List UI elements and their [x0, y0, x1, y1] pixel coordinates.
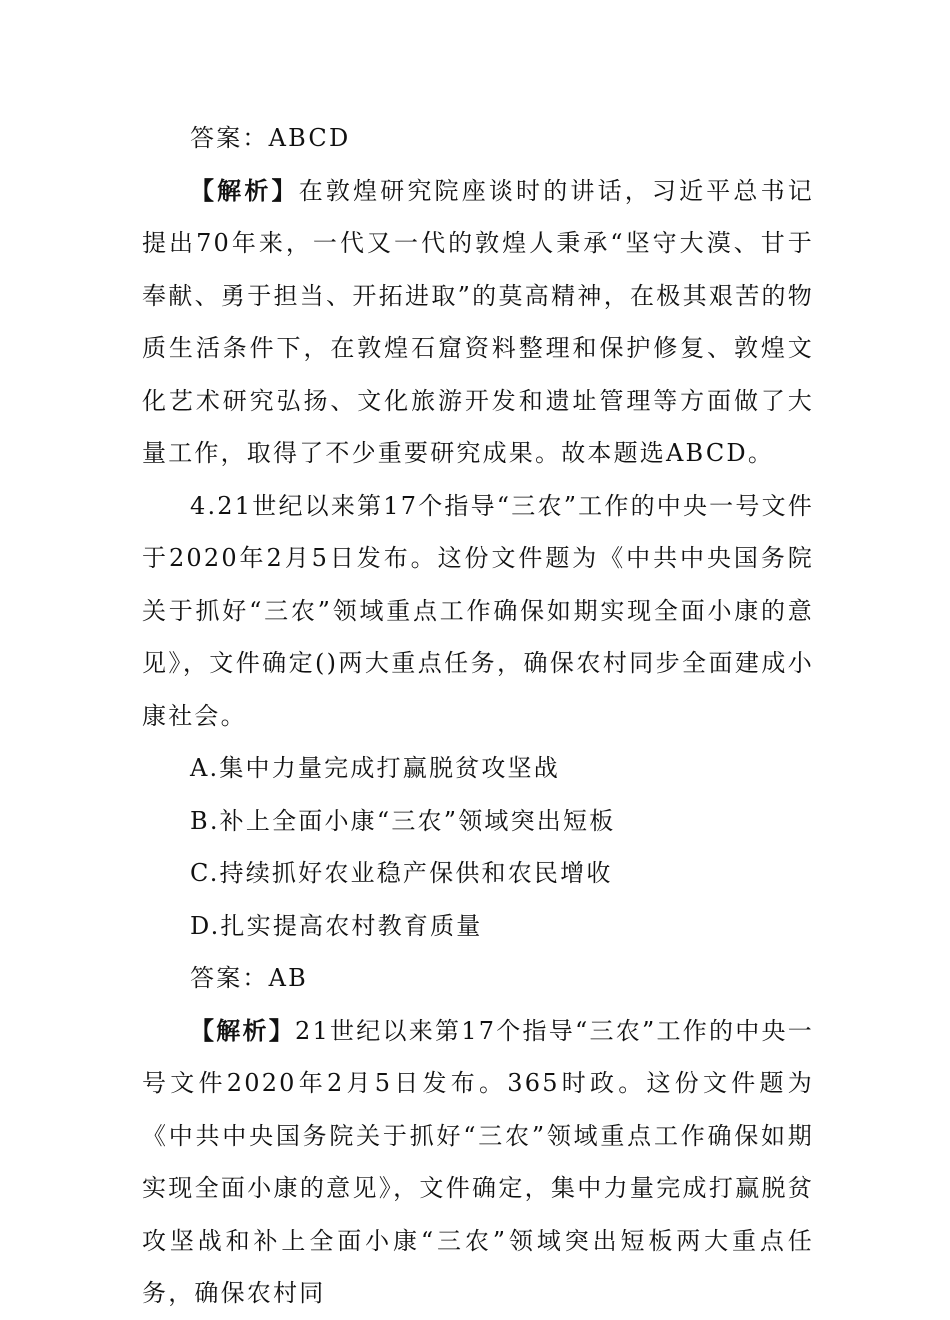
answer-text: 答案：ABCD [190, 124, 351, 152]
question-paragraph [142, 480, 814, 743]
answer-text: 答案：AB [190, 964, 308, 992]
option-c-text: C.持续抓好农业稳产保供和农民增收 [190, 859, 613, 887]
option-a [142, 742, 814, 795]
option-b-text: B.补上全面小康“三农”领域突出短板 [190, 806, 616, 835]
option-c [142, 847, 814, 900]
analysis-label: 【解析】 [190, 175, 299, 205]
document-body [142, 112, 814, 1320]
answer-line [142, 952, 814, 1005]
question-text: 4.21世纪以来第17个指导“三农”工作的中央一号文件于2020年2月5日发布。这份文件题为《中共中央国务院关于抓好“三农”领域重点工作确保如期实现全面小康的意见》，文件确定()两大重点任务，确保农村同步全面建成小康社会。 [142, 491, 814, 730]
option-d-text: D.扎实提高农村教育质量 [190, 911, 483, 940]
analysis-paragraph [142, 165, 814, 480]
option-b [142, 795, 814, 848]
option-a-text: A.集中力量完成打赢脱贫攻坚战 [190, 754, 560, 782]
answer-line [142, 112, 814, 165]
analysis-text: 21世纪以来第17个指导“三农”工作的中央一号文件2020年2月5日发布。365时政。这份文件题为《中共中央国务院关于抓好“三农”领域重点工作确保如期实现全面小康的意见》，文件确定，集中力量完成打赢脱贫攻坚战和补上全面小康“三农”领域突出短板两大重点任务，确保农村同 [142, 1016, 814, 1307]
analysis-text: 在敦煌研究院座谈时的讲话，习近平总书记提出70年来，一代又一代的敦煌人秉承“坚守大漠、甘于奉献、勇于担当、开拓进取”的莫高精神，在极其艰苦的物质生活条件下，在敦煌石窟资料整理和保护修复、敦煌文化艺术研究弘扬、文化旅游开发和遗址管理等方面做了大量工作，取得了不少重要研究成果。故本题选ABCD。 [142, 176, 814, 467]
analysis-label: 【解析】 [190, 1015, 296, 1045]
analysis-paragraph [142, 1005, 814, 1320]
option-d [142, 900, 814, 953]
